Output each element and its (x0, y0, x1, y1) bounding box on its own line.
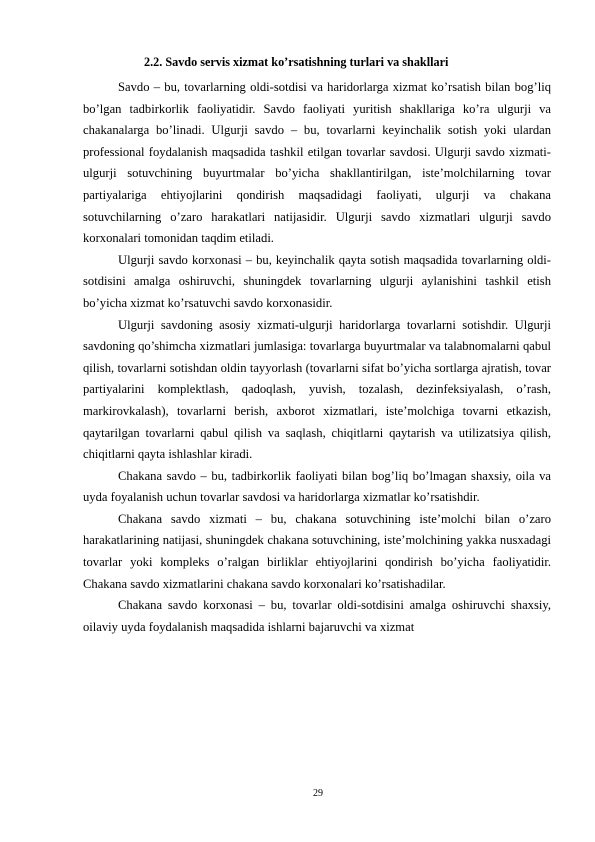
paragraph: Ulgurji savdo korxonasi – bu, keyinchalik qayta sotish maqsadida tovarlarning oldi-sotdisini amalga oshiruvchi, shuningdek tovarlarning ulgurji aylanishini tashkil etish bo’yicha xizmat ko’rsatuvchi savdo korxonasidir. (83, 252, 551, 310)
body-text (83, 77, 551, 638)
page-number: 29 (313, 788, 323, 799)
paragraph: Ulgurji savdoning asosiy xizmati-ulgurji haridorlarga tovarlarni sotishdir. Ulgurji savdoning qo’shimcha xizmatlari jumlasiga: tovarlarga buyurtmalar va talabnomalarni qabul qilish, tovarlarni sotishdan oldin tayyorlash (tovarlarni sifat bo’yicha sortlarga ajratish, tovar partiyalarini komplektlash, qadoqlash, yuvish, tozalash, dezinfeksiyalash, o’rash, markirovkalash), tovarlarni berish, axborot xizmatlari, iste’molchiga tovarni etkazish, qaytarilgan tovarlarni qabul qilish va saqlash, chiqitlarni qaytarish va utilizatsiya qilish, chiqitlarni qayta ishlashlar kiradi. (83, 317, 551, 462)
paragraph: Chakana savdo xizmati – bu, chakana sotuvchining iste’molchi bilan o’zaro harakatlarining natijasi, shuningdek chakana sotuvchining, iste’molchining yakka nusxadagi tovarlar yoki kompleks o’ralgan birliklar ehtiyojlarini qondirish bo’yicha faoliyatidir. Chakana savdo xizmatlarini chakana savdo korxonalari ko’rsatishadilar. (83, 511, 551, 591)
section-heading: 2.2. Savdo servis xizmat ko’rsatishning turlari va shakllari (144, 55, 449, 69)
paragraph: Chakana savdo – bu, tadbirkorlik faoliyati bilan bog’liq bo’lmagan shaxsiy, oila va uyda foyalanish uchun tovarlar savdosi va haridorlarga xizmatlar ko’rsatishdir. (83, 468, 551, 505)
paragraph: Savdo – bu, tovarlarning oldi-sotdisi va haridorlarga xizmat ko’rsatish bilan bog’liq bo’lgan tadbirkorlik faoliyatidir. Savdo faoliyati yuritish shakllariga ko’ra ulgurji va chakanalarga bo’linadi. Ulgurji savdo – bu, tovarlarni keyinchalik sotish yoki ulardan professional foydalanish maqsadida tashkil etilgan tovarlar savdosi. Ulgurji savdo xizmati-ulgurji sotuvchining buyurtmalar bo’yicha shakllantirilgan, iste’molchilarning tovar partiyalariga ehtiyojlarini qondirish maqsadidagi faoliyati, ulgurji va chakana sotuvchilarning o’zaro harakatlari natijasidir. Ulgurji savdo xizmatlari ulgurji savdo korxonalari tomonidan taqdim etiladi. (83, 80, 551, 246)
paragraph: Chakana savdo korxonasi – bu, tovarlar oldi-sotdisini amalga oshiruvchi shaxsiy, oilaviy uyda foydalanish maqsadida ishlarni bajaruvchi va xizmat (83, 598, 551, 634)
